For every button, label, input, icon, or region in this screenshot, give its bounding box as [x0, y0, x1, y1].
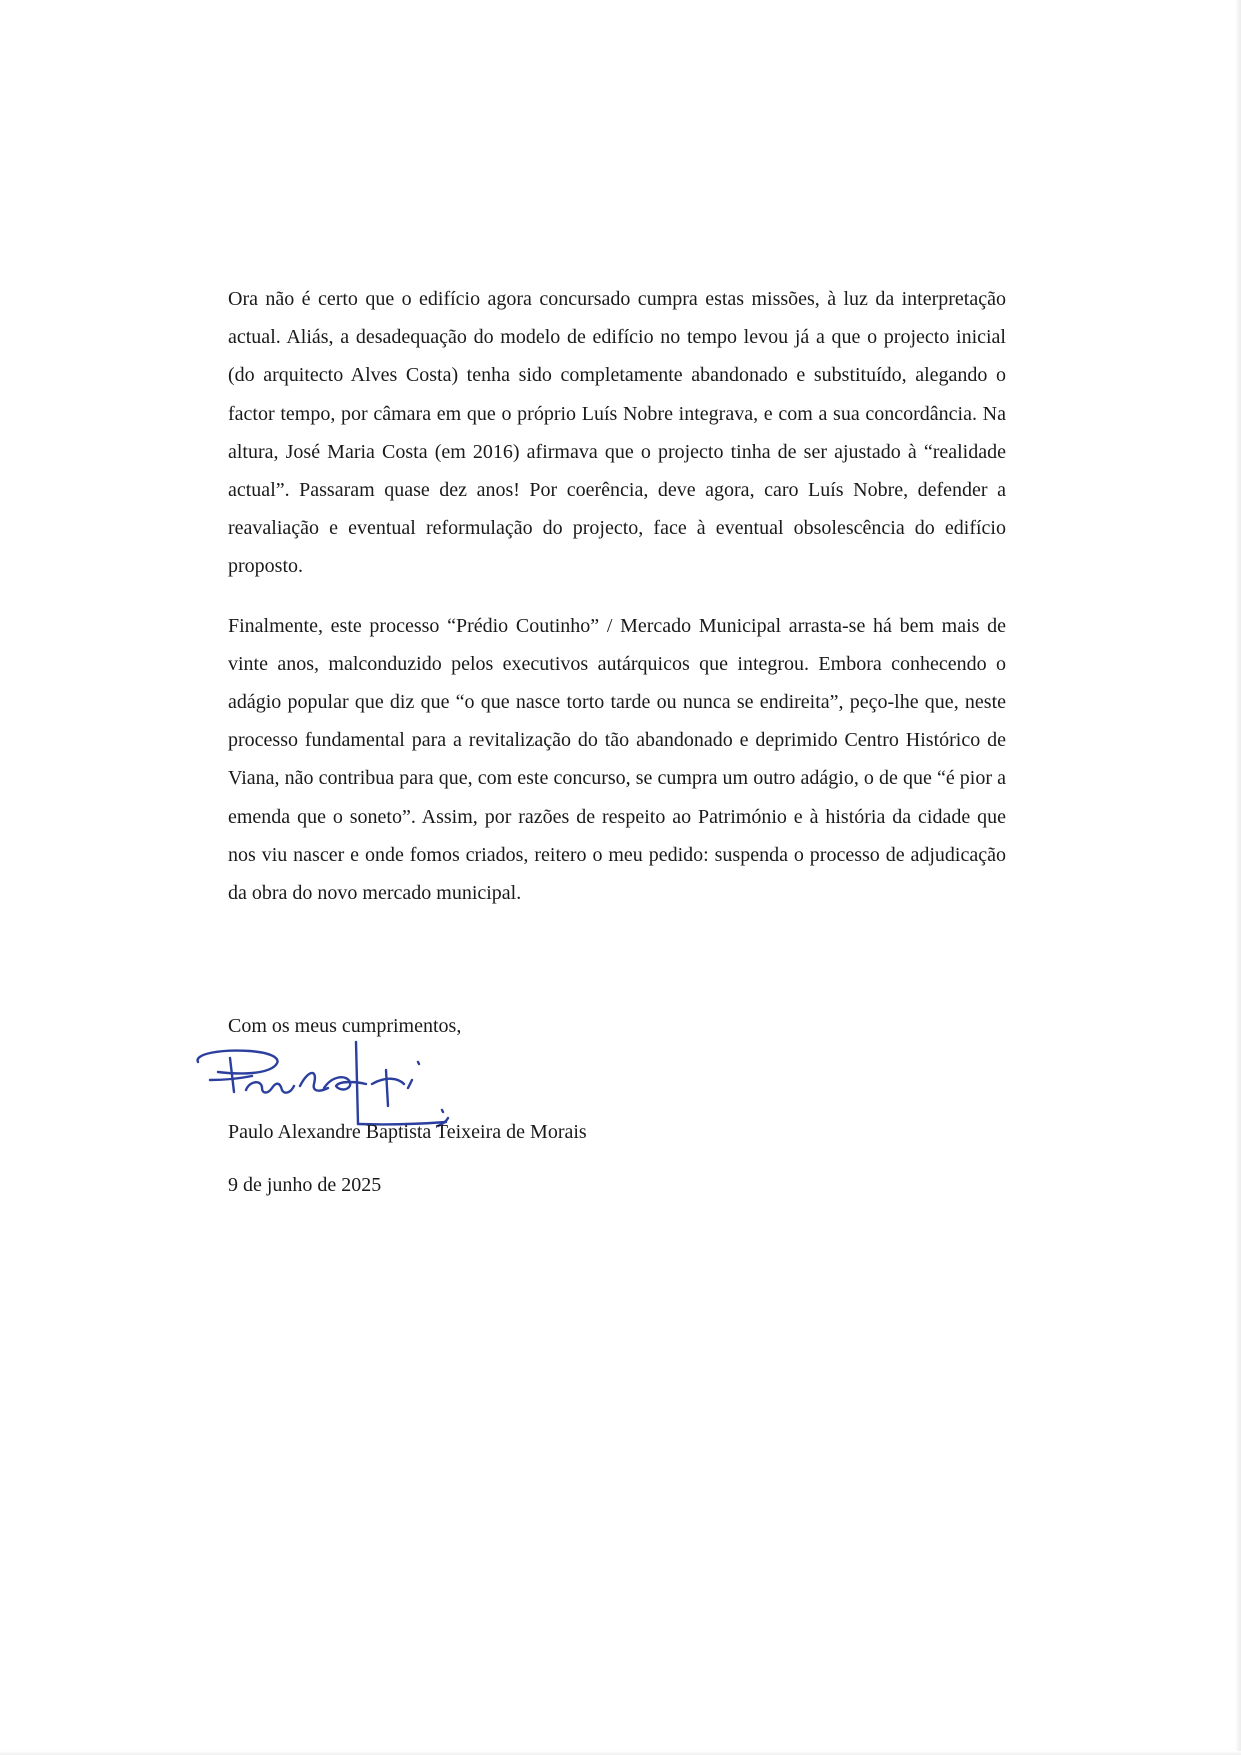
letter-date: 9 de junho de 2025 — [228, 1174, 382, 1196]
paragraph-1: Ora não é certo que o edifício agora concursado cumpra estas missões, à luz da interpretação actual. Aliás, a desadequação do modelo de edifício no tempo levou já a que o projecto inicial (do arquitecto Alves Costa) tenha sido completamente abandonado e substituído, alegando o factor tempo, por câmara em que o próprio Luís Nobre integrava, e com a sua concordância. Na altura, José Maria Costa (em 2016) afirmava que o projecto tinha de ser ajustado à “realidade actual”. Passaram quase dez anos! Por coerência, deve agora, caro Luís Nobre, defender a reavaliação e eventual reformulação do projecto, face à eventual obsolescência do edifício proposto. — [228, 288, 1006, 578]
page-right-edge — [1235, 0, 1241, 1755]
signer-name: Paulo Alexandre Baptista Teixeira de Morais — [228, 1121, 587, 1143]
letter-body — [228, 280, 1006, 933]
handwritten-signature — [190, 1040, 550, 1170]
closing-salutation: Com os meus cumprimentos, — [228, 1015, 462, 1037]
paragraph-2: Finalmente, este processo “Prédio Coutinho” / Mercado Municipal arrasta-se há bem mais de vinte anos, malconduzido pelos executivos autárquicos que integrou. Embora conhecendo o adágio popular que diz que “o que nasce torto tarde ou nunca se endireita”, peço-lhe que, neste processo fundamental para a revitalização do tão abandonado e deprimido Centro Histórico de Viana, não contribua para que, com este concurso, se cumpra um outro adágio, o de que “é pior a emenda que o soneto”. Assim, por razões de respeito ao Património e à história da cidade que nos viu nascer e onde fomos criados, reitero o meu pedido: suspenda o processo de adjudicação da obra do novo mercado municipal. — [228, 614, 1006, 905]
page-bottom-edge — [0, 1751, 1241, 1755]
